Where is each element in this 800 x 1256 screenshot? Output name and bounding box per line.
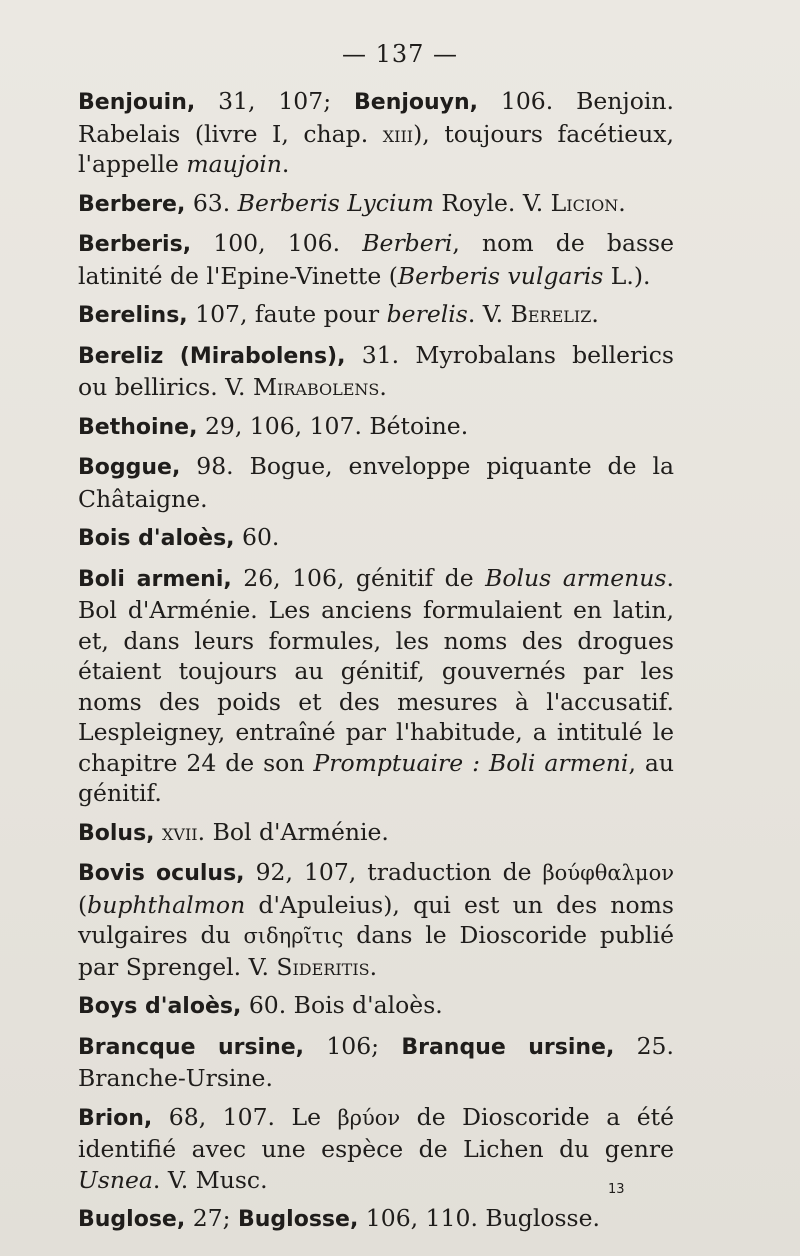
- entry-text: 26, 106, génitif de: [243, 563, 486, 592]
- entry-text: .: [369, 952, 378, 981]
- headword: Berberis,: [78, 232, 192, 257]
- entry-text: 29, 106, 107. Bétoine.: [204, 411, 469, 440]
- headword-variant: Benjouyn,: [354, 90, 479, 115]
- entry-text: 100, 106.: [213, 229, 363, 257]
- small-caps-text: Mirabolens: [252, 373, 380, 401]
- headword: Boli armeni,: [78, 566, 232, 592]
- entry-text: 60.: [242, 523, 280, 551]
- entry-text: 98. Bogue, enveloppe piquante de la Châtaigne.: [78, 452, 674, 513]
- entry-text: 63.: [192, 188, 238, 217]
- entry-bethoine: [78, 411, 674, 444]
- entry-text: 106;: [326, 1031, 402, 1060]
- italic-text: maujoin: [186, 150, 282, 178]
- headword: Bois d'aloès,: [78, 526, 235, 551]
- headword: Buglose,: [78, 1207, 186, 1232]
- entry-bois-daloes: [78, 522, 674, 555]
- entry-buglose: [78, 1203, 674, 1236]
- small-caps-text: Bereliz: [510, 300, 592, 328]
- entry-text: 106, 110. Buglosse.: [365, 1204, 600, 1232]
- entry-bereliz: [78, 340, 674, 403]
- headword: Boys d'aloès,: [78, 994, 242, 1019]
- italic-text: Bolus armenus: [485, 563, 667, 592]
- entry-text: de Dioscoride a été identifié avec une espèce de Lichen du genre: [78, 1102, 674, 1163]
- entry-berbere: [78, 188, 674, 221]
- italic-text: berelis: [386, 300, 468, 328]
- entry-text: 25. Branche-Ursine.: [78, 1031, 674, 1092]
- headword: Boggue,: [78, 455, 181, 480]
- entry-benjouin: [78, 86, 674, 180]
- headword: Bolus,: [78, 820, 155, 846]
- greek-text: σιδηρῖτις: [243, 924, 344, 948]
- headword-variant: Branque ursine,: [401, 1034, 615, 1060]
- entry-bolus: [78, 817, 674, 850]
- glossary-entries: [78, 86, 674, 1244]
- entry-text: . V.: [467, 300, 511, 328]
- entry-text: , nom de basse latinité de l'Epine-Vinette (: [78, 229, 674, 290]
- greek-text: βρύον: [337, 1105, 401, 1130]
- entry-text: 31, 107;: [218, 87, 354, 115]
- entry-text: L.).: [603, 261, 651, 290]
- small-caps-text: Licion: [550, 188, 619, 217]
- entry-text: 31. Myrobalans bellerics ou bellirics. V.: [78, 340, 674, 401]
- headword: Bereliz (Mirabolens),: [78, 343, 346, 369]
- headword: Brion,: [78, 1105, 153, 1131]
- entry-brancque-ursine: [78, 1031, 674, 1094]
- italic-text: Promptuaire : Boli armeni: [313, 748, 629, 777]
- page-number: — 137 —: [341, 40, 459, 68]
- entry-text: . V. Musc.: [152, 1165, 268, 1194]
- entry-text: 60. Bois d'aloès.: [248, 991, 443, 1019]
- headword: Berbere,: [78, 191, 186, 217]
- entry-text: 27;: [192, 1204, 238, 1232]
- entry-text: 68, 107. Le: [168, 1102, 338, 1131]
- entry-text: .: [618, 188, 626, 217]
- headword: Bovis oculus,: [78, 861, 245, 886]
- headword: Bethoine,: [78, 414, 198, 440]
- headword: Benjouin,: [78, 90, 196, 115]
- entry-text: .: [591, 300, 599, 328]
- entry-text: ), toujours facétieux, l'appelle: [78, 119, 674, 178]
- small-caps-text: Sideritis: [276, 952, 370, 981]
- greek-text: βούφθαλμον: [542, 861, 674, 885]
- signature-mark: 13: [608, 1182, 625, 1197]
- entry-text: . Bol d'Arménie. Les anciens formulaient en latin, et, dans leurs formules, les noms des drogues étaient toujours au génitif, gouvernés par les noms des poids et des mesures à l'accusatif. Lespleigney, entraîné par l'habitude, a intitulé le chapitre 24 de son: [78, 563, 674, 777]
- entry-bovis-oculus: [78, 857, 674, 982]
- entry-berelins: [78, 299, 674, 332]
- italic-text: Berberi: [362, 229, 453, 257]
- entry-text: 92, 107, traduction de: [255, 858, 543, 886]
- entry-text: , au génitif.: [78, 748, 674, 807]
- entry-text: Royle. V.: [433, 188, 551, 217]
- italic-text: Berberis vulgaris: [397, 261, 604, 290]
- italic-text: buphthalmon: [87, 890, 246, 919]
- entry-text: . Bol d'Arménie.: [197, 817, 389, 846]
- small-caps-text: xvii: [162, 817, 198, 846]
- entry-text: .: [281, 150, 290, 178]
- headword: Brancque ursine,: [78, 1034, 305, 1060]
- italic-text: Usnea: [78, 1165, 153, 1194]
- headword: Berelins,: [78, 303, 188, 328]
- entry-boys-daloes: [78, 990, 674, 1023]
- entry-text: 107, faute pour: [195, 300, 387, 328]
- entry-berberis: [78, 228, 674, 291]
- small-caps-text: xiii: [382, 119, 414, 148]
- entry-text: .: [379, 373, 387, 401]
- italic-text: Berberis Lycium: [237, 188, 434, 217]
- headword-variant: Buglosse,: [238, 1207, 359, 1232]
- entry-text: dans le Dioscoride publié par Sprengel. V.: [78, 921, 674, 981]
- entry-brion: [78, 1102, 674, 1196]
- entry-boli-armeni: [78, 563, 674, 809]
- entry-text: 106. Benjoin. Rabelais (livre I, chap.: [78, 87, 674, 148]
- entry-boggue: [78, 451, 674, 514]
- entry-text: (: [78, 890, 88, 919]
- entry-text: d'Apuleius), qui est un des noms vulgaires du: [78, 890, 674, 949]
